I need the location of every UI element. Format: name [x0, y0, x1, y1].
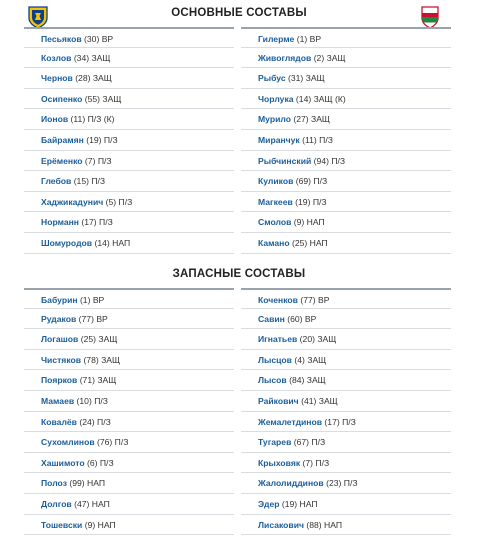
player-name-link[interactable]: Лисакович [258, 519, 304, 530]
player-row [241, 212, 451, 233]
player-row [241, 233, 451, 254]
player-number-position: (17) П/З [81, 217, 113, 228]
player-name-link[interactable]: Норманн [41, 217, 79, 228]
player-row [24, 329, 234, 350]
player-row [241, 109, 451, 130]
player-row [24, 89, 234, 110]
away-subs-list [241, 288, 451, 535]
player-name-link[interactable]: Тугарев [258, 437, 292, 448]
player-number-position: (9) НАП [293, 217, 325, 228]
player-name-link[interactable]: Лысцов [258, 354, 292, 365]
player-number-position: (88) НАП [306, 519, 343, 530]
player-row [24, 391, 234, 412]
player-number-position: (23) П/З [326, 478, 358, 489]
player-number-position: (28) ЗАЩ [75, 73, 112, 84]
player-number-position: (14) НАП [94, 237, 131, 248]
player-row [24, 171, 234, 192]
player-row [241, 453, 451, 474]
player-name-link[interactable]: Бабурин [41, 295, 78, 305]
player-row [241, 151, 451, 172]
player-row [241, 473, 451, 494]
player-number-position: (99) НАП [69, 478, 106, 489]
player-number-position: (34) ЗАЩ [73, 52, 111, 63]
player-row [241, 432, 451, 453]
substitutes-title: ЗАПАСНЫЕ СОСТАВЫ [172, 268, 306, 280]
player-name-link[interactable]: Ерёменко [41, 155, 83, 166]
player-number-position: (24) П/З [79, 416, 111, 427]
player-row [241, 412, 451, 433]
player-name-link[interactable]: Козлов [41, 52, 72, 63]
player-number-position: (30) ВР [84, 34, 114, 44]
player-name-link[interactable]: Миранчук [258, 134, 300, 145]
player-name-link[interactable]: Куликов [258, 176, 294, 187]
player-name-link[interactable]: Долгов [41, 498, 72, 509]
player-number-position: (19) НАП [281, 498, 318, 509]
player-row [241, 350, 451, 371]
away-starting-list [241, 27, 451, 254]
player-name-link[interactable]: Глебов [41, 176, 72, 187]
player-name-link[interactable]: Мамаев [41, 395, 75, 406]
player-name-link[interactable]: Крыховяк [258, 457, 301, 468]
player-name-link[interactable]: Гилерме [258, 34, 295, 44]
player-number-position: (67) П/З [293, 437, 326, 448]
player-number-position: (7) П/З [302, 457, 330, 468]
player-row [241, 130, 451, 151]
player-number-position: (77) ВР [78, 313, 108, 324]
player-number-position: (10) П/З [76, 395, 108, 406]
player-name-link[interactable]: Мурило [258, 114, 291, 125]
player-row [24, 233, 234, 254]
player-number-position: (25) НАП [291, 237, 328, 248]
player-row [241, 329, 451, 350]
player-row [241, 494, 451, 515]
player-name-link[interactable]: Логашов [41, 334, 79, 345]
player-number-position: (71) ЗАЩ [79, 375, 117, 386]
player-row [24, 412, 234, 433]
player-name-link[interactable]: Эдер [258, 498, 280, 509]
player-name-link[interactable]: Жемалетдинов [258, 416, 323, 427]
player-name-link[interactable]: Полоз [41, 478, 67, 489]
player-number-position: (31) ЗАЩ [288, 73, 325, 84]
player-name-link[interactable]: Хаджикадунич [41, 196, 104, 207]
player-row [24, 370, 234, 391]
player-row [24, 27, 234, 48]
player-row [24, 432, 234, 453]
player-number-position: (5) П/З [105, 196, 133, 207]
player-number-position: (76) П/З [97, 437, 129, 448]
player-row [24, 68, 234, 89]
starting-lineups-title: ОСНОВНЫЕ СОСТАВЫ [171, 7, 307, 19]
player-name-link[interactable]: Смолов [258, 217, 292, 228]
player-name-link[interactable]: Игнатьев [258, 334, 298, 345]
player-number-position: (14) ЗАЩ (К) [295, 93, 346, 104]
player-name-link[interactable]: Камано [258, 237, 290, 248]
player-name-link[interactable]: Ионов [41, 114, 69, 125]
player-name-link[interactable]: Чернов [41, 73, 73, 84]
player-name-link[interactable]: Поярков [41, 375, 78, 386]
player-row [241, 391, 451, 412]
player-name-link[interactable]: Лысов [258, 375, 287, 386]
player-name-link[interactable]: Шомуродов [41, 237, 93, 248]
player-number-position: (25) ЗАЩ [80, 334, 118, 345]
player-name-link[interactable]: Рыбчинский [258, 155, 312, 166]
player-row [241, 309, 451, 330]
player-number-position: (78) ЗАЩ [83, 354, 121, 365]
player-row [24, 515, 234, 536]
player-number-position: (1) ВР [296, 34, 322, 44]
home-starting-list [24, 27, 234, 254]
player-number-position: (47) НАП [74, 498, 110, 509]
player-number-position: (6) П/З [86, 457, 114, 468]
player-number-position: (1) ВР [79, 295, 105, 305]
player-row [24, 109, 234, 130]
player-name-link[interactable]: Магкеев [258, 196, 293, 207]
player-row [241, 171, 451, 192]
away-team-logo-icon [418, 5, 442, 29]
player-name-link[interactable]: Коченков [258, 295, 298, 305]
player-number-position: (2) ЗАЩ [313, 52, 346, 63]
player-name-link[interactable]: Сухомлинов [41, 437, 95, 448]
player-name-link[interactable]: Рыбус [258, 73, 286, 84]
player-name-link[interactable]: Рудаков [41, 313, 77, 324]
player-name-link[interactable]: Осипенко [41, 93, 83, 104]
player-row [241, 370, 451, 391]
player-row [24, 309, 234, 330]
player-number-position: (55) ЗАЩ [84, 93, 122, 104]
player-number-position: (4) ЗАЩ [294, 354, 327, 365]
player-number-position: (20) ЗАЩ [299, 334, 337, 345]
player-row [241, 515, 451, 536]
player-row [24, 192, 234, 213]
player-number-position: (77) ВР [300, 295, 330, 305]
player-number-position: (19) П/З [86, 134, 118, 145]
player-row [241, 68, 451, 89]
player-number-position: (17) П/З [324, 416, 356, 427]
player-name-link[interactable]: Чорлука [258, 93, 294, 104]
player-row [241, 27, 451, 48]
player-row [241, 48, 451, 69]
player-number-position: (27) ЗАЩ [293, 114, 330, 125]
player-name-link[interactable]: Живоглядов [258, 52, 312, 63]
player-number-position: (9) НАП [84, 519, 116, 530]
player-name-link[interactable]: Райкович [258, 395, 299, 406]
player-row [24, 130, 234, 151]
player-name-link[interactable]: Чистяков [41, 354, 82, 365]
player-row [24, 494, 234, 515]
player-name-link[interactable]: Байрамян [41, 134, 84, 145]
player-number-position: (94) П/З [313, 155, 346, 166]
player-row [241, 192, 451, 213]
player-name-link[interactable]: Савин [258, 313, 285, 324]
player-name-link[interactable]: Хашимото [41, 457, 85, 468]
player-name-link[interactable]: Тошевски [41, 519, 83, 530]
player-name-link[interactable]: Жалолиддинов [258, 478, 324, 489]
player-row [24, 151, 234, 172]
player-number-position: (84) ЗАЩ [289, 375, 326, 386]
player-number-position: (69) П/З [295, 176, 328, 187]
player-number-position: (11) П/З [302, 134, 333, 145]
player-number-position: (19) П/З [295, 196, 327, 207]
player-row [24, 473, 234, 494]
player-row [24, 212, 234, 233]
player-number-position: (60) ВР [287, 313, 317, 324]
player-row [24, 350, 234, 371]
player-number-position: (41) ЗАЩ [301, 395, 338, 406]
player-row [24, 48, 234, 69]
player-name-link[interactable]: Песьяков [41, 34, 82, 44]
player-number-position: (11) П/З (К) [70, 114, 115, 125]
player-number-position: (15) П/З [73, 176, 106, 187]
player-row [24, 288, 234, 309]
player-row [241, 89, 451, 110]
player-row [241, 288, 451, 309]
player-name-link[interactable]: Ковалёв [41, 416, 77, 427]
player-number-position: (7) П/З [84, 155, 112, 166]
player-row [24, 453, 234, 474]
home-subs-list [24, 288, 234, 535]
